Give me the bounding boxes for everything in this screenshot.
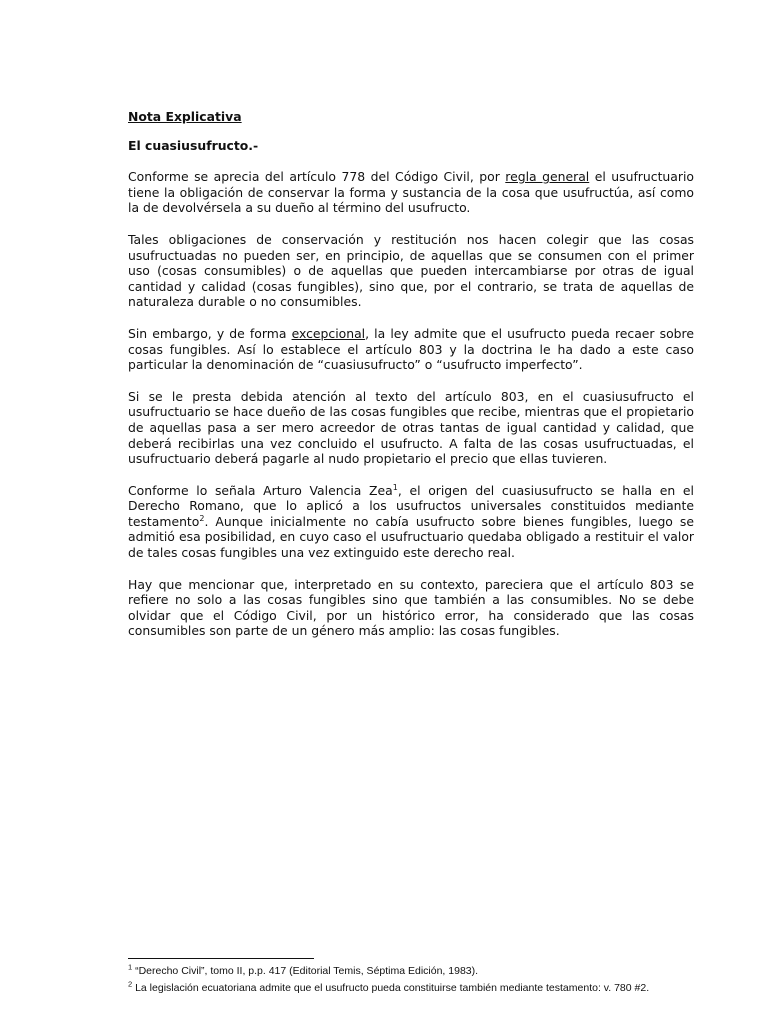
paragraph-4: Si se le presta debida atención al texto del artículo 803, en el cuasiusufructo el usufructuario se hace dueño de las cosas fungibles que recibe, mientras que el propietario de aquellas pasa a ser mero acreedor de otras tantas de igual cantidad y calidad, que deberá recibirlas una vez concluido el usufructo. A falta de las cosas usufructuadas, el usufructuario deberá pagarle al nudo propietario el precio que ellas tuvieren. [128, 388, 694, 467]
paragraph-3-text-a: Sin embargo, y de forma [128, 325, 292, 341]
paragraph-5 [128, 483, 694, 561]
footnote-number-2: 2 [128, 979, 133, 989]
paragraph-5-text-a: Conforme lo señala Arturo Valencia Zea [128, 482, 393, 498]
footnote-ref-2[interactable]: 2 [199, 513, 205, 523]
underlined-excepcional: excepcional [291, 325, 366, 341]
paragraph-5-text-c: . Aunque inicialmente no cabía usufructo sobre bienes fungibles, luego se admitió esa posibilidad, en cuyo caso el usufructuario quedaba obligado a restituir el valor de tales cosas fungibles una vez extinguido este derecho real. [128, 513, 694, 561]
document-body [128, 109, 694, 655]
document-heading: Nota Explicativa [128, 109, 242, 124]
footnote-number-1: 1 [128, 962, 133, 972]
paragraph-1-text-b: el usufructuario tiene la obligación de conservar la forma y sustancia de la cosa que usufructúa, así como la de devolvérsela a su dueño al término del usufructo. [128, 169, 694, 216]
paragraph-6: Hay que mencionar que, interpretado en su contexto, pareciera que el artículo 803 se refiere no solo a las cosas fungibles sino que también a las consumibles. No se debe olvidar que el Código Civil, por un histórico error, ha considerado que las cosas consumibles son parte de un género más amplio: las cosas fungibles. [128, 576, 694, 639]
footnote-ref-1[interactable]: 1 [392, 482, 398, 492]
paragraph-1-text-a: Conforme se aprecia del artículo 778 del Código Civil, por [128, 169, 506, 185]
footnote-1 [128, 962, 678, 979]
footnote-2 [128, 979, 678, 996]
document-title: El cuasiusufructo.- [128, 137, 259, 153]
paragraph-1 [128, 169, 694, 216]
paragraph-2: Tales obligaciones de conservación y restitución nos hacen colegir que las cosas usufructuadas no pueden ser, en principio, de aquellas que se consumen con el primer uso (cosas consumibles) o de aquellas que pueden intercambiarse por otras de igual cantidad y calidad (cosas fungibles), sino que, por el contrario, se trata de aquellas de naturaleza durable o no consumibles. [128, 231, 694, 310]
underlined-regla-general: regla general [505, 169, 590, 185]
footnote-text-2: La legislación ecuatoriana admite que el usufructo pueda constituirse también mediante testamento: v. 780 #2. [132, 981, 650, 994]
footnotes-section [128, 958, 678, 998]
paragraph-3-text-b: , la ley admite que el usufructo pueda recaer sobre cosas fungibles. Así lo establece el artículo 803 y la doctrina le ha dado a este caso particular la denominación de “cuasiusufructo” o “usufructo imperfecto”. [128, 325, 694, 373]
paragraph-5-text-b: , el origen del cuasiusufructo se halla en el Derecho Romano, que lo aplicó a los usufructos universales constituidos mediante testamento [128, 482, 694, 529]
footnote-divider [128, 958, 314, 959]
paragraph-3 [128, 326, 694, 373]
footnote-text-1: “Derecho Civil”, tomo II, p.p. 417 (Editorial Temis, Séptima Edición, 1983). [132, 965, 479, 977]
